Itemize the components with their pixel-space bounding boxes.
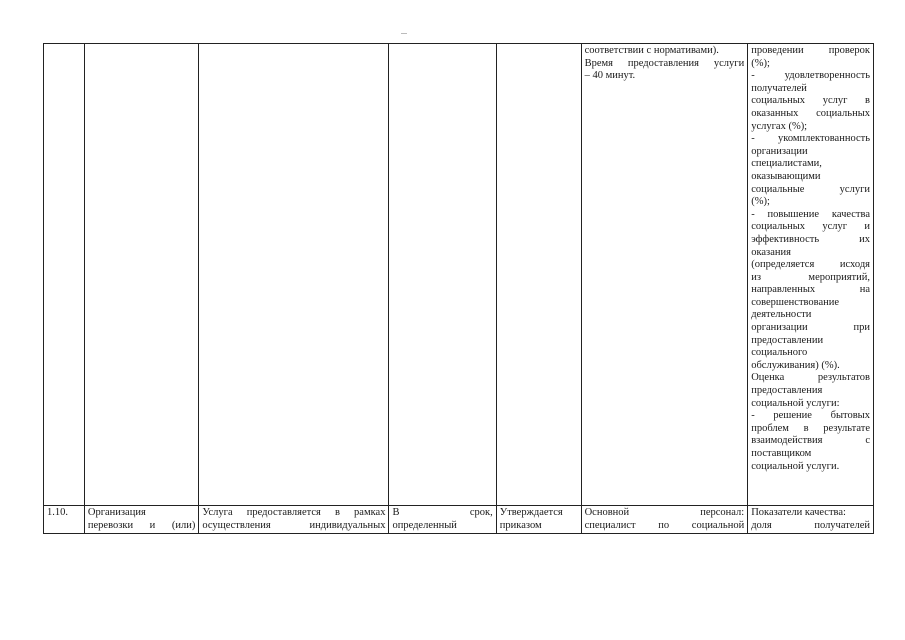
indicator-line: социальных услуг в <box>751 95 870 107</box>
indicator-line: взаимодействия с <box>751 435 870 447</box>
term-line: определенный <box>392 519 457 531</box>
indicator-line: поставщиком <box>751 448 812 459</box>
indicator-line: социальных услуг и <box>751 221 870 233</box>
conditions-line: Основной персонал: <box>584 507 745 518</box>
indicator-line: организации <box>751 145 808 157</box>
row-number: 1.10. <box>47 507 68 518</box>
conditions-line: специалист по социальной <box>584 519 745 531</box>
indicator-line: (%); <box>751 57 770 69</box>
tariff-line: Утверждается <box>499 507 563 518</box>
table-row <box>44 506 874 534</box>
indicator-line: эффективность их <box>751 233 870 245</box>
cell-service-description <box>199 44 389 506</box>
indicator-line: - удовлетворенность <box>751 70 870 82</box>
cell-service-name <box>84 44 198 506</box>
service-name-line: перевозки и (или) <box>87 519 196 531</box>
cell-tariff <box>496 44 581 506</box>
indicator-line: предоставления <box>751 385 823 397</box>
indicator-line: предоставлении <box>751 334 824 346</box>
term-line: В срок, <box>392 507 493 518</box>
description-line: осуществления индивидуальных <box>202 519 386 531</box>
indicator-line: из мероприятий, <box>751 271 870 283</box>
conditions-line: Время предоставления услуги <box>584 57 745 69</box>
cell-service-term <box>389 506 496 534</box>
indicator-line: (определяется исходя <box>751 259 870 271</box>
cell-conditions <box>581 44 748 506</box>
indicator-line: услугах (%); <box>751 120 808 132</box>
indicator-line: доля получателей <box>751 519 870 531</box>
indicator-line: проведении проверок <box>751 45 870 56</box>
description-line: Услуга предоставляется в рамках <box>202 507 386 518</box>
indicator-line: обслуживания) (%). <box>751 359 840 371</box>
cell-tariff <box>496 506 581 534</box>
indicator-line: специалистами, <box>751 158 822 170</box>
indicator-line: социальной услуги. <box>751 460 840 472</box>
conditions-line: – 40 минут. <box>584 70 636 82</box>
indicator-line: - решение бытовых <box>751 410 870 422</box>
indicator-line: получателей <box>751 82 807 94</box>
service-name-line: Организация <box>87 507 146 518</box>
table-row-continuation <box>44 44 874 506</box>
conditions-line: соответствии с нормативами). <box>584 45 719 56</box>
cell-number <box>44 44 85 506</box>
indicator-line: Показатели качества: <box>751 507 846 518</box>
cell-service-name <box>84 506 198 534</box>
indicator-line: социальной услуги: <box>751 397 840 409</box>
cell-conditions <box>581 506 748 534</box>
scan-mark <box>401 33 407 34</box>
indicator-line: проблем в результате <box>751 422 870 434</box>
tariff-line: приказом <box>499 519 542 531</box>
indicator-line: оказанных социальных <box>751 107 870 119</box>
cell-service-description <box>199 506 389 534</box>
indicator-line: оказывающими <box>751 170 821 182</box>
indicator-line: совершенствование <box>751 296 840 308</box>
indicator-line: - укомплектованность <box>751 133 870 145</box>
indicator-line: направленных на <box>751 284 870 296</box>
indicator-line: организации при <box>751 322 870 334</box>
cell-number <box>44 506 85 534</box>
indicator-line: социального <box>751 347 808 359</box>
cell-quality-indicators <box>748 506 874 534</box>
indicator-line: оказания <box>751 246 791 258</box>
services-table <box>43 43 874 534</box>
indicator-line: (%); <box>751 196 770 208</box>
cell-service-term <box>389 44 496 506</box>
indicator-line: деятельности <box>751 309 812 321</box>
indicator-line: - повышение качества <box>751 208 870 220</box>
indicator-line: социальные услуги <box>751 183 870 195</box>
indicator-line: Оценка результатов <box>751 372 870 384</box>
cell-quality-indicators <box>748 44 874 506</box>
